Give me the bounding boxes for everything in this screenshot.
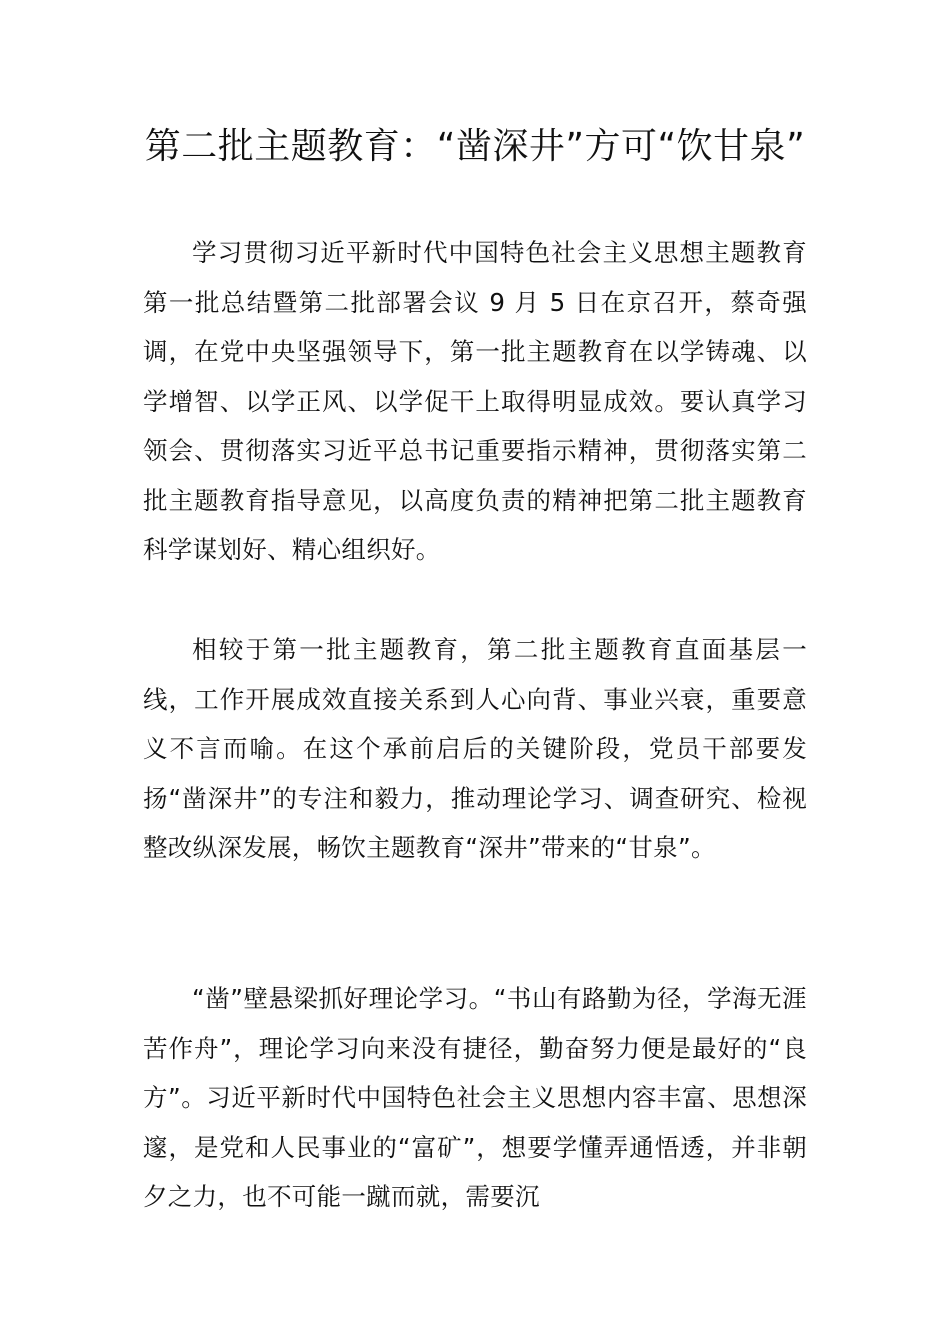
paragraph-3: “凿”壁悬梁抓好理论学习。“书山有路勤为径，学海无涯苦作舟”，理论学习向来没有捷径，勤奋努力便是最好的“良方”。习近平新时代中国特色社会主义思想内容丰富、思想深邃，是党和人民事业的“富矿”，想要学懂弄通悟透，并非朝夕之力，也不可能一蹴而就，需要沉 xyxy=(143,984,807,1211)
paragraph-1: 学习贯彻习近平新时代中国特色社会主义思想主题教育第一批总结暨第二批部署会议 9 月 5 日在京召开，蔡奇强调，在党中央坚强领导下，第一批主题教育在以学铸魂、以学增智、以学正风、以学促干上取得明显成效。要认真学习领会、贯彻落实习近平总书记重要指示精神，贯彻落实第二批主题教育指导意见，以高度负责的精神把第二批主题教育科学谋划好、精心组织好。 xyxy=(143,238,807,564)
paragraph-2: 相较于第一批主题教育，第二批主题教育直面基层一线，工作开展成效直接关系到人心向背、事业兴衰，重要意义不言而喻。在这个承前启后的关键阶段，党员干部要发扬“凿深井”的专注和毅力，推动理论学习、调查研究、检视整改纵深发展，畅饮主题教育“深井”带来的“甘泉”。 xyxy=(143,635,807,862)
document-title: 第二批主题教育：“凿深井”方可“饮甘泉” xyxy=(144,126,806,167)
